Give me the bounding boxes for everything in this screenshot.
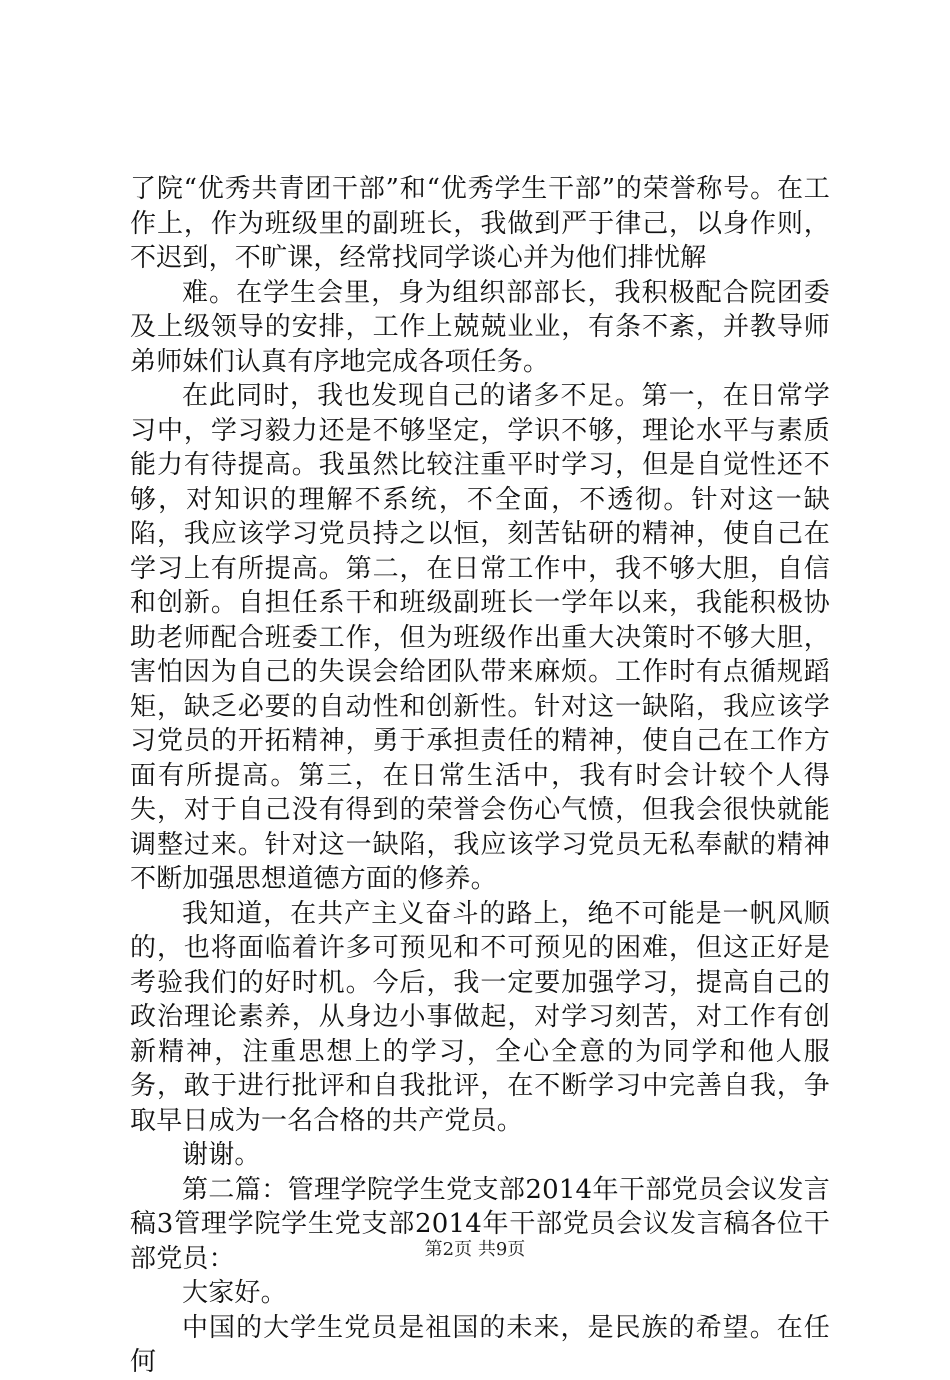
paragraph: 在此同时，我也发现自己的诸多不足。第一，在日常学习中，学习毅力还是不够坚定，学识不够，理论水平与素质能力有待提高。我虽然比较注重平时学习，但是自觉性还不够，对知识的理解不系统，不全面，不透彻。针对这一缺陷，我应该学习党员持之以恒，刻苦钻研的精神，使自己在学习上有所提高。第二，在日常工作中，我不够大胆，自信和创新。自担任系干和班级副班长一学年以来，我能积极协助老师配合班委工作，但为班级作出重大决策时不够大胆，害怕因为自己的失误会给团队带来麻烦。工作时有点循规蹈矩，缺乏必要的自动性和创新性。针对这一缺陷，我应该学习党员的开拓精神，勇于承担责任的精神，使自己在工作方面有所提高。第三，在日常生活中，我有时会计较个人得失，对于自己没有得到的荣誉会伤心气愤，但我会很快就能调整过来。针对这一缺陷，我应该学习党员无私奉献的精神不断加强思想道德方面的修养。 — [130, 381, 830, 894]
paragraph-greeting: 大家好。 — [182, 1278, 287, 1308]
page-number: 第2页 共9页 — [424, 1239, 526, 1260]
paragraph-thanks: 谢谢。 — [182, 1140, 261, 1170]
section-heading: 第二篇：管理学院学生党支部2014年干部党员会议发言稿3管理学院学生党支部2014年干部党员会议发言稿各位干部党员： — [130, 1174, 830, 1274]
document-body — [130, 172, 830, 1380]
paragraph: 我知道，在共产主义奋斗的路上，绝不可能是一帆风顺的，也将面临着许多可预见和不可预见的困难，但这正好是考验我们的好时机。今后，我一定要加强学习，提高自己的政治理论素养，从身边小事做起，对学习刻苦，对工作有创新精神，注重思想上的学习，全心全意的为同学和他人服务，敢于进行批评和自我批评，在不断学习中完善自我，争取早日成为一名合格的共产党员。 — [130, 898, 830, 1136]
paragraph: 难。在学生会里，身为组织部部长，我积极配合院团委及上级领导的安排，工作上兢兢业业，有条不紊，并教导师弟师妹们认真有序地完成各项任务。 — [130, 277, 830, 377]
paragraph: 中国的大学生党员是祖国的未来，是民族的希望。在任何 — [130, 1312, 830, 1377]
paragraph: 了院“优秀共青团干部”和“优秀学生干部”的荣誉称号。在工作上，作为班级里的副班长，我做到严于律己，以身作则，不迟到，不旷课，经常找同学谈心并为他们排忧解 — [130, 174, 830, 273]
